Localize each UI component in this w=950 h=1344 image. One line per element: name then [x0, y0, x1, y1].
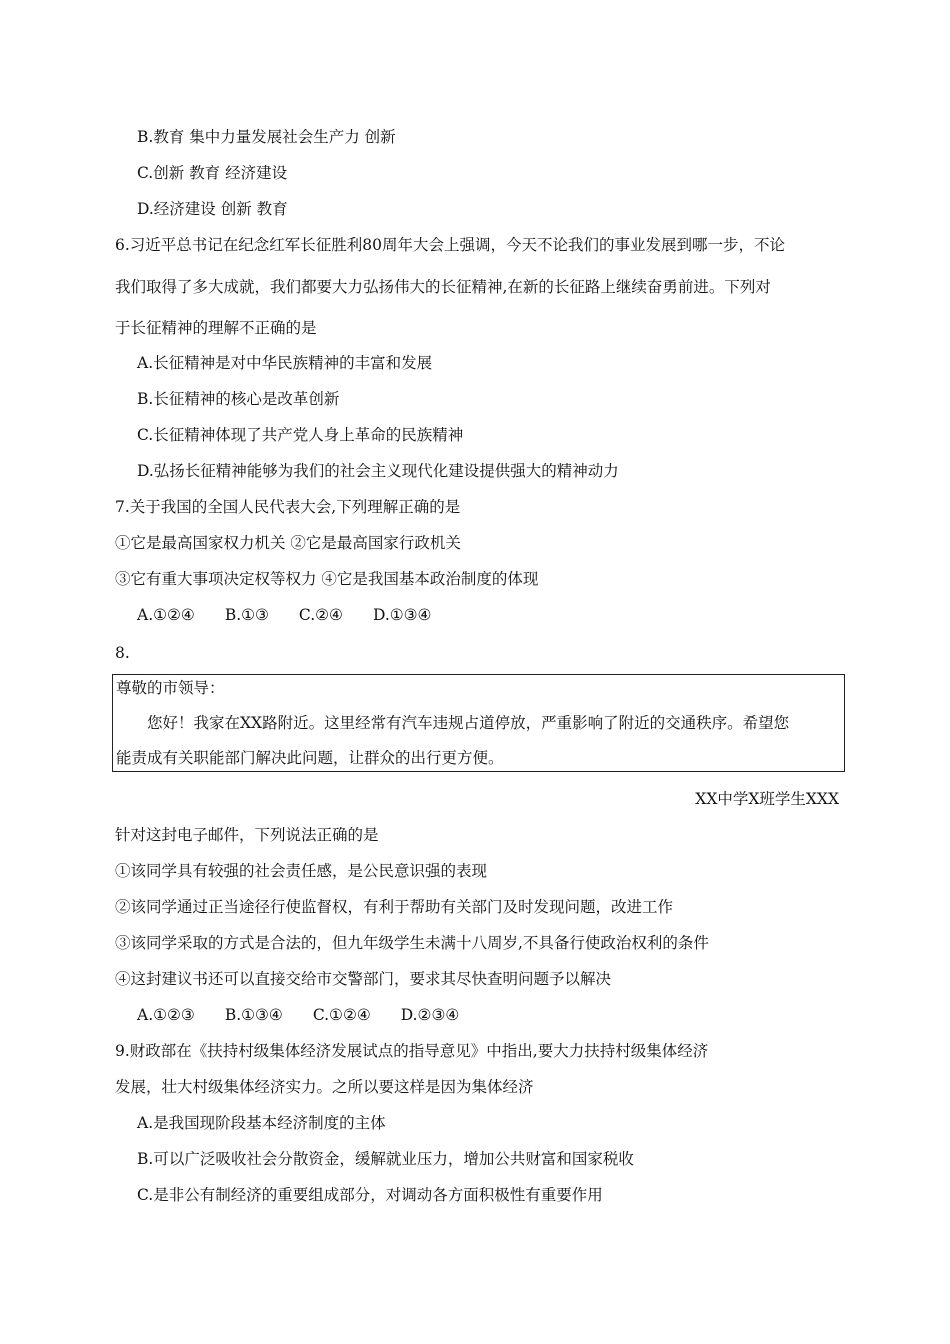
letter-body-line-2: 能责成有关职能部门解决此问题，让群众的出行更方便。 [116, 749, 504, 767]
q6-option-d: D.弘扬长征精神能够为我们的社会主义现代化建设提供强大的精神动力 [137, 462, 619, 480]
q8-choice-c: C.①②④ [312, 1006, 371, 1024]
q5-option-b: B.教育 集中力量发展社会生产力 创新 [137, 128, 396, 146]
q8-letter-box [112, 674, 845, 772]
q6-stem-line-3: 于长征精神的理解不正确的是 [115, 319, 317, 337]
q6-stem-line-2: 我们取得了多大成就，我们都要大力弘扬伟大的长征精神,在新的长征路上继续奋勇前进。下列对 [115, 278, 771, 296]
q8-number: 8. [115, 644, 130, 662]
q8-letter-signature: XX中学X班学生XXX [695, 790, 839, 808]
q8-statement-4: ④这封建议书还可以直接交给市交警部门，要求其尽快查明问题予以解决 [115, 970, 612, 988]
letter-salutation: 尊敬的市领导： [116, 679, 225, 697]
q8-choice-d: D.②③④ [400, 1006, 460, 1024]
q7-stem: 7.关于我国的全国人民代表大会,下列理解正确的是 [115, 498, 461, 516]
q7-choice-b: B.①③ [224, 606, 269, 624]
q6-option-c: C.长征精神体现了共产党人身上革命的民族精神 [137, 426, 464, 444]
q7-choice-c: C.②④ [298, 606, 343, 624]
q7-statement-line-2: ③它有重大事项决定权等权力 ④它是我国基本政治制度的体现 [115, 570, 539, 588]
q9-option-b: B.可以广泛吸收社会分散资金，缓解就业压力，增加公共财富和国家税收 [137, 1150, 634, 1168]
q8-choice-a: A.①②③ [137, 1006, 195, 1024]
q8-statement-2: ②该同学通过正当途径行使监督权，有利于帮助有关部门及时发现问题，改进工作 [115, 898, 674, 916]
q8-stem: 针对这封电子邮件，下列说法正确的是 [115, 826, 379, 844]
q6-stem-line-1: 6.习近平总书记在纪念红军长征胜利80周年大会上强调，今天不论我们的事业发展到哪一步，不论 [115, 236, 786, 254]
q8-statement-3: ③该同学采取的方式是合法的，但九年级学生未满十八周岁,不具备行使政治权利的条件 [115, 934, 709, 952]
q7-choices [137, 605, 461, 625]
letter-body-line-1: 您好！我家在XX路附近。这里经常有汽车违规占道停放，严重影响了附近的交通秩序。希望您 [147, 714, 790, 732]
q6-option-b: B.长征精神的核心是改革创新 [137, 390, 340, 408]
q7-statement-line-1: ①它是最高国家权力机关 ②它是最高国家行政机关 [115, 534, 461, 552]
q5-option-d: D.经济建设 创新 教育 [137, 200, 288, 218]
q5-option-c: C.创新 教育 经济建设 [137, 164, 288, 182]
q9-option-a: A.是我国现阶段基本经济制度的主体 [137, 1114, 386, 1132]
q9-option-c: C.是非公有制经济的重要组成部分，对调动各方面积极性有重要作用 [137, 1186, 603, 1204]
q7-choice-a: A.①②④ [137, 606, 195, 624]
q8-statement-1: ①该同学具有较强的社会责任感，是公民意识强的表现 [115, 862, 488, 880]
q8-choices [137, 1005, 489, 1025]
q6-option-a: A.长征精神是对中华民族精神的丰富和发展 [137, 354, 433, 372]
q7-choice-d: D.①③④ [372, 606, 432, 624]
q9-stem-line-1: 9.财政部在《扶持村级集体经济发展试点的指导意见》中指出,要大力扶持村级集体经济 [115, 1042, 709, 1060]
q8-choice-b: B.①③④ [224, 1006, 283, 1024]
q9-stem-line-2: 发展，壮大村级集体经济实力。之所以要这样是因为集体经济 [115, 1078, 534, 1096]
